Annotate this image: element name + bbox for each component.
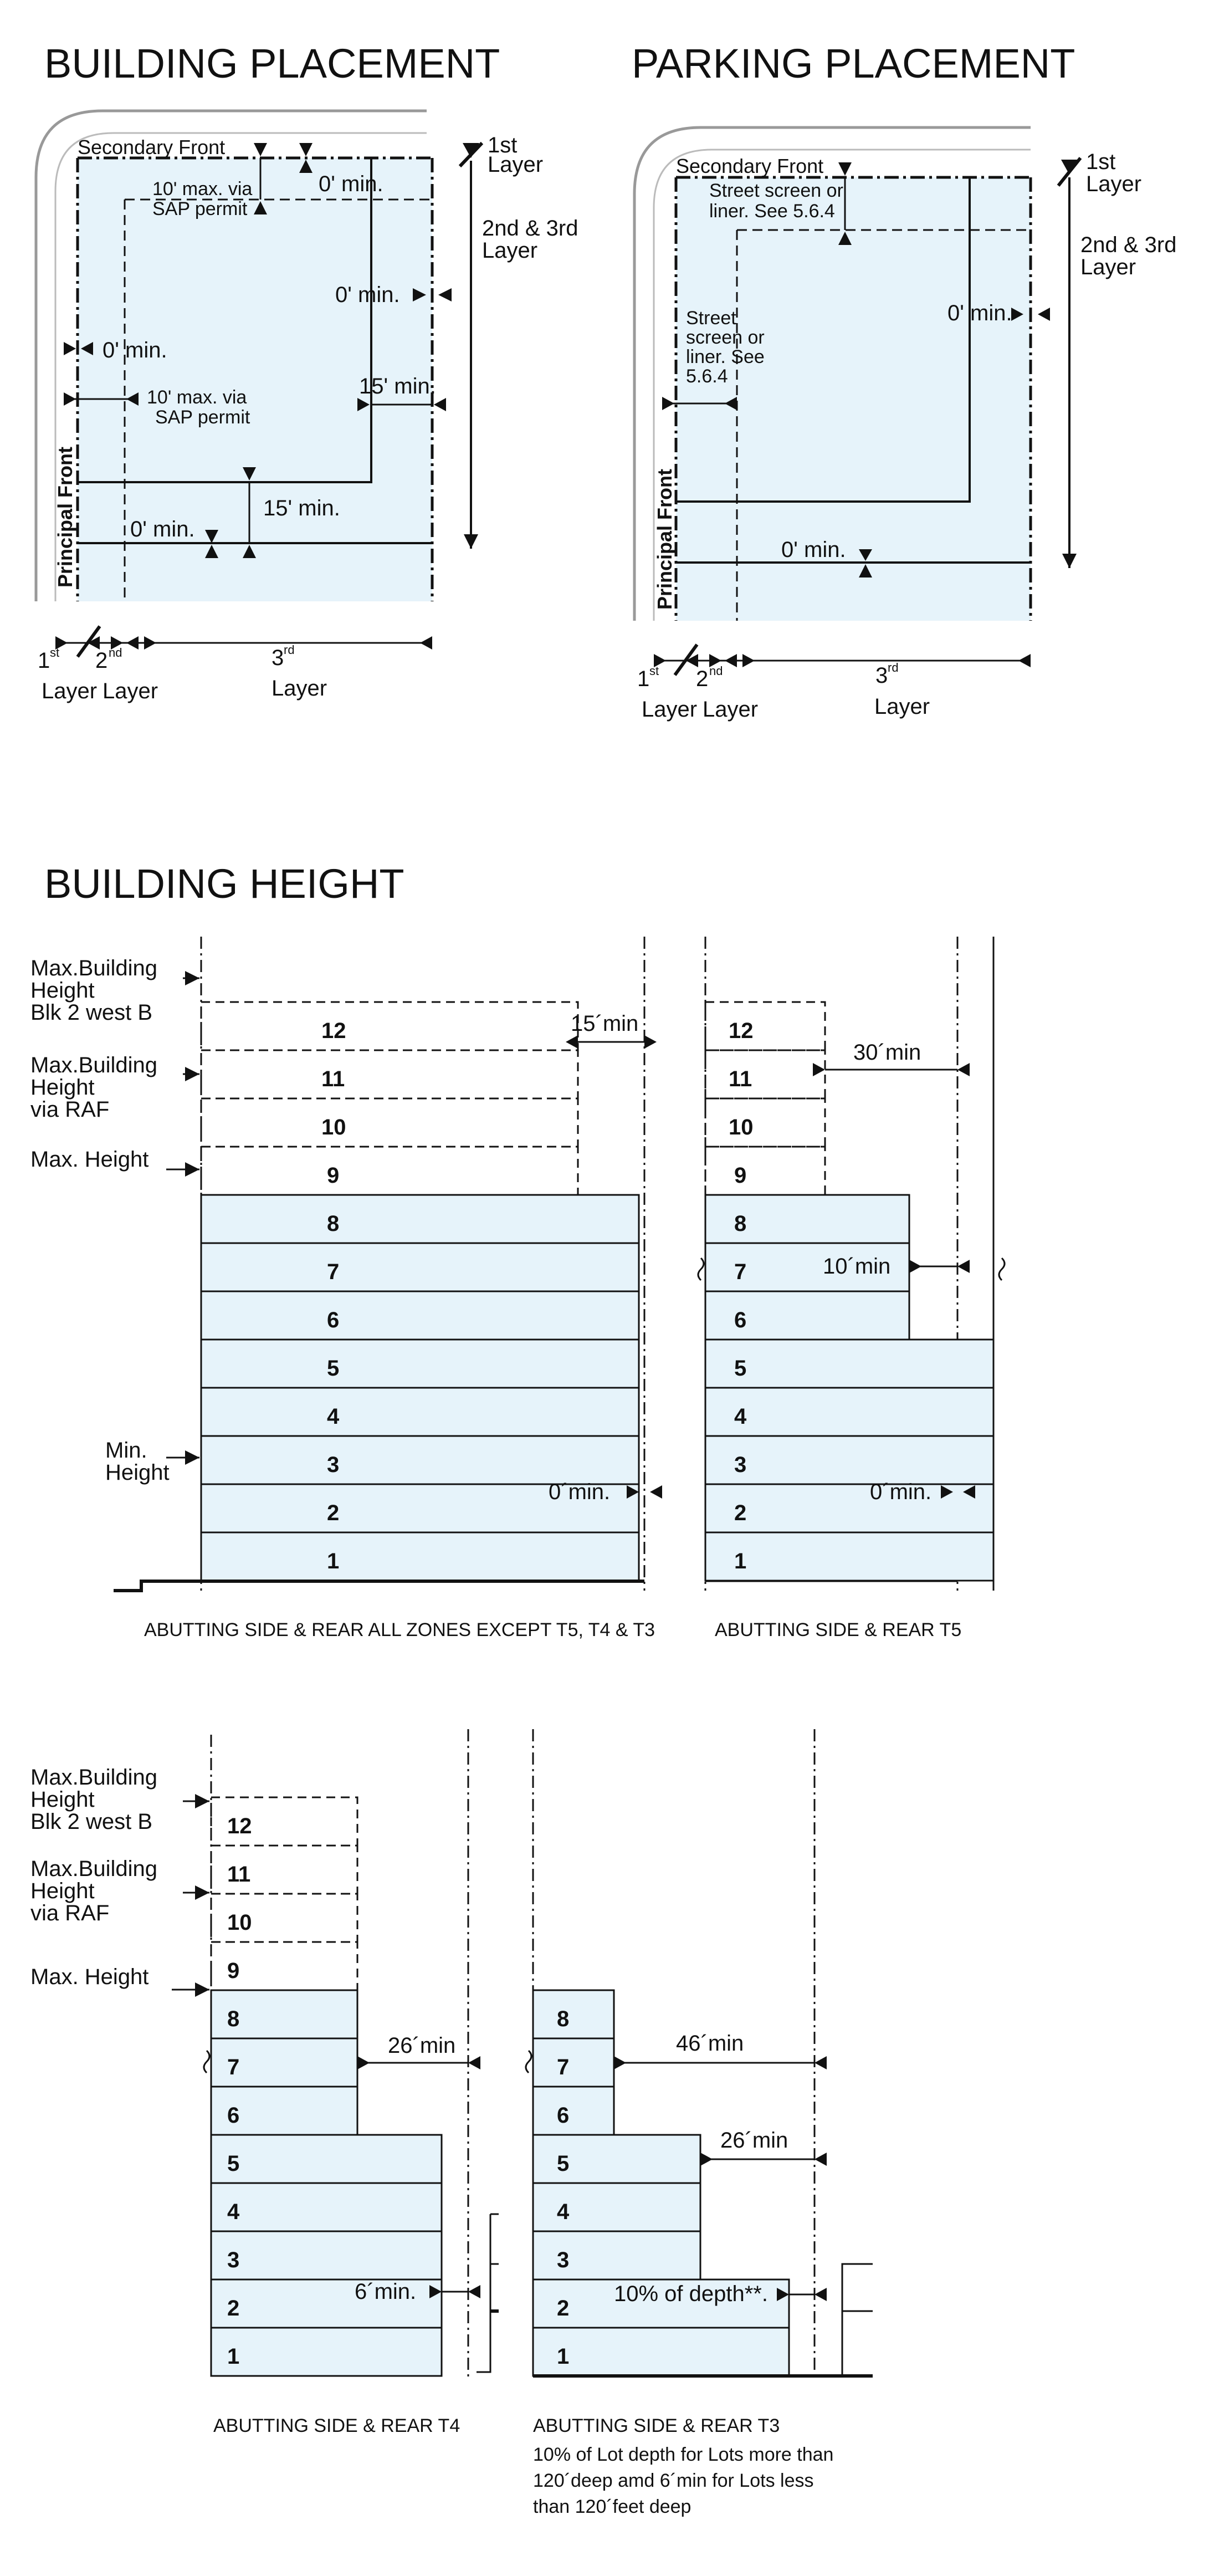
- parking-layer-row-2-sup: nd: [709, 664, 723, 678]
- parking-layer-row-label-a: Layer: [642, 697, 698, 722]
- right-0min-label: 0' min.: [335, 283, 400, 307]
- p2-story-8: 8: [734, 1212, 747, 1236]
- p1-mbh-a: Max.Building: [30, 956, 158, 980]
- p2-story-3: 3: [734, 1453, 747, 1477]
- parking-layer-row-label-c: Layer: [874, 694, 930, 719]
- parking-placement-diagram: [634, 127, 1176, 722]
- parking-screen-top-a: Street screen or: [709, 180, 843, 201]
- p3-mbh-a: Max.Building: [30, 1765, 158, 1790]
- parking-layer-row-1: 1: [637, 667, 650, 691]
- p4-story-4: 4: [557, 2200, 570, 2224]
- p4-bracket: [842, 2264, 873, 2376]
- p3-caption: ABUTTING SIDE & REAR T4: [213, 2415, 460, 2436]
- parking-principal-front-label: Principal Front: [653, 468, 676, 610]
- building-placement-diagram: [36, 111, 578, 703]
- p3-mbhraf-c: via RAF: [30, 1901, 110, 1925]
- p2-story-5: 5: [734, 1356, 747, 1381]
- layer-row-label-c: Layer: [272, 676, 327, 701]
- p4-note-2: 120´deep amd 6´min for Lots less: [533, 2470, 814, 2491]
- left-10max-b: SAP permit: [155, 407, 250, 428]
- height-panel-t4: [30, 1729, 499, 2436]
- principal-front-label: Principal Front: [54, 446, 76, 587]
- p1-story-6: 6: [327, 1308, 340, 1332]
- p4-story-5: 5: [557, 2151, 570, 2176]
- p2-story-2: 2: [734, 1501, 747, 1525]
- p3-break-left: [204, 2051, 209, 2073]
- p2-story-11: 11: [729, 1067, 752, 1091]
- building-height-title: BUILDING HEIGHT: [44, 861, 404, 907]
- parking-layer1-a: 1st: [1086, 150, 1116, 174]
- p4-10pct-label: 10% of depth**.: [614, 2282, 768, 2306]
- p3-story-9: 9: [227, 1959, 240, 1983]
- building-placement-title: BUILDING PLACEMENT: [44, 40, 500, 86]
- parking-layer23-a: 2nd & 3rd: [1080, 233, 1177, 257]
- parking-placement-title: PARKING PLACEMENT: [632, 40, 1075, 86]
- p2-story-12: 12: [729, 1019, 754, 1043]
- p1-caption: ABUTTING SIDE & REAR ALL ZONES EXCEPT T5, T4 & T3: [144, 1619, 655, 1640]
- p4-26min-label: 26´min: [720, 2128, 788, 2153]
- p1-dashed-floors: [201, 1002, 578, 1195]
- p3-story-7: 7: [227, 2055, 240, 2079]
- p1-minh-b: Height: [105, 1460, 170, 1485]
- p2-10min-label: 10´min: [823, 1254, 891, 1279]
- p4-story-2: 2: [557, 2296, 570, 2321]
- p1-story-5: 5: [327, 1356, 340, 1381]
- p4-story-3: 3: [557, 2248, 570, 2272]
- p4-caption: ABUTTING SIDE & REAR T3: [533, 2415, 780, 2436]
- height-panel-all-zones: [30, 937, 662, 1640]
- left-10max-a: 10' max. via: [147, 387, 247, 408]
- p4-break-left: [526, 2051, 531, 2073]
- parking-layer-row-label-b: Layer: [703, 697, 759, 722]
- p1-story-1: 1: [327, 1549, 340, 1573]
- inner-15min-label: 15' min.: [263, 496, 340, 520]
- p3-story-6: 6: [227, 2103, 240, 2128]
- parking-secondary-front-label: Secondary Front: [676, 155, 824, 177]
- layer-row-2-sup: nd: [109, 646, 122, 660]
- height-panel-t5: [698, 937, 1005, 1640]
- p3-story-1: 1: [227, 2344, 240, 2369]
- p1-story-7: 7: [327, 1260, 340, 1284]
- p2-story-7: 7: [734, 1260, 747, 1284]
- p2-dashed-floors: [705, 1002, 825, 1195]
- p2-story-10: 10: [729, 1115, 754, 1139]
- layer-row-1-sup: st: [50, 646, 60, 660]
- p4-46min-label: 46´min: [676, 2031, 744, 2056]
- p3-mbh-c: Blk 2 west B: [30, 1810, 153, 1834]
- parking-screen-left-c: liner. See: [686, 346, 765, 367]
- p1-story-3: 3: [327, 1453, 340, 1477]
- p1-minh-a: Min.: [105, 1438, 147, 1463]
- parking-layer-row-3: 3: [875, 663, 888, 688]
- layer-row-1: 1: [38, 648, 50, 673]
- p2-caption: ABUTTING SIDE & REAR T5: [715, 1619, 962, 1640]
- p3-6min-label: 6´min.: [355, 2279, 417, 2304]
- p3-story-11: 11: [227, 1862, 251, 1887]
- p1-story-2: 2: [327, 1501, 340, 1525]
- p2-story-9: 9: [734, 1163, 747, 1188]
- p1-story-8: 8: [327, 1212, 340, 1236]
- bottom-0min-label: 0' min.: [130, 517, 195, 541]
- p3-story-4: 4: [227, 2200, 240, 2224]
- p4-note-3: than 120´feet deep: [533, 2496, 691, 2517]
- p3-story-8: 8: [227, 2007, 240, 2031]
- p3-mbhraf-a: Max.Building: [30, 1857, 158, 1881]
- p1-story-9: 9: [327, 1163, 340, 1188]
- parking-layer-row-2: 2: [696, 667, 709, 691]
- p3-26min-label: 26´min: [388, 2033, 456, 2058]
- p1-story-11: 11: [321, 1067, 345, 1091]
- layer1-label-a: 1st: [488, 133, 518, 157]
- p3-maxh: Max. Height: [30, 1965, 149, 1989]
- p4-solid-floors: [533, 1990, 789, 2376]
- p2-break-left: [698, 1258, 704, 1280]
- p1-ground: [114, 1581, 644, 1591]
- parking-screen-left-d: 5.6.4: [686, 366, 728, 387]
- p3-story-2: 2: [227, 2296, 240, 2321]
- parking-lot-area: [676, 177, 1031, 621]
- parking-screen-top-b: liner. See 5.6.4: [709, 201, 835, 222]
- p2-0min-label: 0´min.: [870, 1480, 932, 1504]
- p1-15min-label: 15´min: [571, 1011, 639, 1036]
- layer23-label-a: 2nd & 3rd: [482, 216, 578, 241]
- p3-story-12: 12: [227, 1814, 252, 1838]
- parking-layer23-b: Layer: [1080, 255, 1136, 279]
- left-0min-label: 0' min.: [103, 338, 167, 362]
- p1-story-12: 12: [321, 1019, 346, 1043]
- top-10max-b: SAP permit: [152, 198, 248, 219]
- secondary-front-label: Secondary Front: [78, 136, 226, 159]
- parking-layer-row-1-sup: st: [649, 664, 659, 678]
- p2-break-right: [999, 1258, 1005, 1280]
- p4-story-6: 6: [557, 2103, 570, 2128]
- p3-mbhraf-b: Height: [30, 1879, 95, 1903]
- layer-row-label-a: Layer: [42, 679, 98, 703]
- layer-row-label-b: Layer: [103, 679, 158, 703]
- p1-story-10: 10: [321, 1115, 346, 1139]
- p3-story-10: 10: [227, 1910, 252, 1935]
- p1-0min-label: 0´min.: [549, 1480, 611, 1504]
- p1-mbhraf-c: via RAF: [30, 1097, 110, 1122]
- right-15min-label: 15' min.: [359, 374, 436, 398]
- layer-row-2: 2: [95, 648, 108, 673]
- top-0min-label: 0' min.: [319, 172, 383, 196]
- parking-layer1-b: Layer: [1086, 172, 1142, 196]
- layer23-label-b: Layer: [482, 238, 538, 263]
- p2-story-6: 6: [734, 1308, 747, 1332]
- parking-right-0min: 0' min.: [947, 301, 1012, 325]
- p1-mbhraf-a: Max.Building: [30, 1053, 158, 1077]
- p1-solid-floors: [201, 1195, 639, 1581]
- parking-screen-left-b: screen or: [686, 327, 765, 348]
- p1-story-4: 4: [327, 1404, 340, 1429]
- p3-story-3: 3: [227, 2248, 240, 2272]
- p2-story-4: 4: [734, 1404, 747, 1429]
- top-10max-a: 10' max. via: [152, 178, 253, 200]
- layer1-label-b: Layer: [488, 152, 544, 177]
- parking-bottom-0min: 0' min.: [781, 538, 846, 562]
- p1-maxh: Max. Height: [30, 1147, 149, 1172]
- p4-story-7: 7: [557, 2055, 570, 2079]
- p2-solid-floors: [705, 1195, 993, 1581]
- p2-story-1: 1: [734, 1549, 747, 1573]
- parking-layer-row-3-sup: rd: [888, 661, 899, 674]
- p1-mbhraf-b: Height: [30, 1075, 95, 1100]
- p3-story-5: 5: [227, 2151, 240, 2176]
- p4-story-1: 1: [557, 2344, 570, 2369]
- p3-mbh-b: Height: [30, 1787, 95, 1812]
- p2-30min-label: 30´min: [853, 1040, 921, 1065]
- layer-row-3-sup: rd: [284, 643, 295, 657]
- p4-story-8: 8: [557, 2007, 570, 2031]
- p4-note-1: 10% of Lot depth for Lots more than: [533, 2444, 834, 2465]
- layer-row-3: 3: [272, 646, 284, 670]
- p1-mbh-b: Height: [30, 978, 95, 1003]
- parking-screen-left-a: Street: [686, 308, 736, 329]
- p1-mbh-c: Blk 2 west B: [30, 1000, 153, 1025]
- height-panel-t3: [526, 1729, 873, 2517]
